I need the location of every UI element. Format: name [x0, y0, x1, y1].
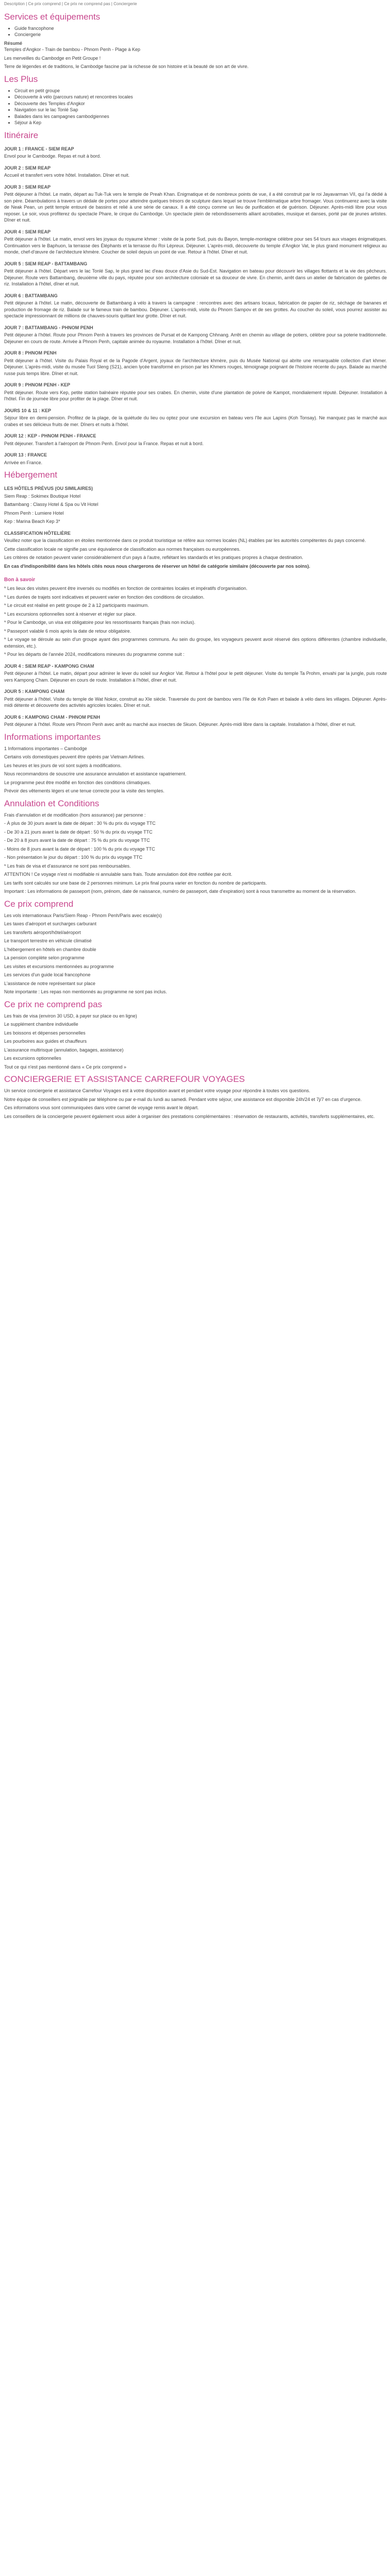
- day-label: JOURS 10 & 11 : KEP: [4, 408, 52, 413]
- resume-line: Terre de légendes et de traditions, le Cambodge fascine par la richesse de son histoire et la beauté de son art de vivre.: [4, 64, 249, 69]
- info-line: Certains vols domestiques peuvent être opérés par Vietnam Airlines.: [4, 754, 145, 759]
- list-item: Les transferts aéroport/hôtel/aéroport: [4, 929, 81, 935]
- note-text: * Le circuit est réalisé en petit groupe de 2 à 12 participants maximum.: [4, 603, 149, 608]
- list-item: • Découverte des Temples d'Angkor: [14, 100, 387, 107]
- annulation-line: - De 20 à 8 jours avant la date de départ : 75 % du prix du voyage TTC: [4, 838, 150, 843]
- list-item: Les services d'un guide local francophone: [4, 972, 91, 977]
- info-line: 1 Informations importantes – Cambodge: [4, 745, 87, 751]
- day-label: JOUR 1 : FRANCE - SIEM REAP: [4, 146, 74, 151]
- list-item: Le supplément chambre individuelle: [4, 1022, 78, 1027]
- day-text: Séjour libre en demi-pension. Profitez de la plage, de la quiétude du lieu ou optez pour une excursion en bateau vers l'île aux Lapins (Koh Tonsay). Ne manquez pas le marché aux crabes et ses délicieux fruits de mer. Dîners et nuits à l'hôtel.: [4, 415, 387, 427]
- annulation-text: Important : Les informations de passeport (nom, prénom, date de naissance, numéro de passeport, date d'expiration) sont à nous transmettre au moment de la réservation.: [4, 889, 356, 894]
- note-text: * Passeport valable 6 mois après la date de retour obligatoire.: [4, 628, 132, 634]
- hotels-label: LES HÔTELS PRÉVUS (OU SIMILAIRES): [4, 486, 93, 491]
- resume-line: Les merveilles du Cambodge en Petit Groupe !: [4, 55, 101, 61]
- itinerary: [4, 146, 387, 466]
- classification-text: Cette classification locale ne signifie pas une équivalence de classification aux normes françaises ou européennes.: [4, 546, 241, 552]
- day-label: JOUR 5 : KAMPONG CHAM: [4, 689, 65, 694]
- concierge-text: Un service conciergerie et assistance Carrefour Voyages est à votre disposition avant et pendant votre voyage pour répondre à toutes vos questions.: [4, 1088, 311, 1093]
- annulation-line: - De 30 à 21 jours avant la date de départ : 50 % du prix du voyage TTC: [4, 829, 153, 835]
- plus-list: [4, 88, 387, 126]
- day-label: JOUR 2 : SIEM REAP: [4, 165, 51, 171]
- list-item: Les visites et excursions mentionnées au programme: [4, 963, 114, 969]
- classification-label: CLASSIFICATION HÔTELIÈRE: [4, 530, 71, 536]
- list-item: • Circuit en petit groupe: [14, 88, 387, 94]
- bon-a-savoir-title: Bon à savoir: [4, 577, 36, 583]
- day-label: JOUR 8 : PHNOM PENH: [4, 350, 57, 355]
- day-text: Petit déjeuner à l'hôtel. Départ vers le lac Tonlé Sap, le plus grand lac d'eau douce d'Asie du Sud-Est. Navigation en bateau pour découvrir les villages flottants et la vie des pêcheurs. Déjeuner. Route vers Battambang, deuxième ville du pays, réputée pour son architecture coloniale et sa douceur de vivre. En chemin, arrêt dans un atelier de fabrication de galettes de riz. Installation à l'hôtel, dîner et nuit.: [4, 268, 387, 286]
- day-text: Petit déjeuner à l'hôtel. Visite du temple de Wat Nokor, construit au XIe siècle. Traversée du pont de bambou vers l'île de Koh Paen et balade à vélo dans les villages. Déjeuner. Après-midi détente et découverte des activités agricoles locales. Dîner et nuit.: [4, 696, 387, 708]
- day-text: Petit déjeuner à l'hôtel. Route vers Phnom Penh avec arrêt au marché aux insectes de Skuon. Déjeuner. Après-midi libre dans la capitale. Installation à l'hôtel, dîner et nuit.: [4, 722, 356, 727]
- day-label: JOUR 12 : KEP - PHNOM PENH - FRANCE: [4, 433, 96, 438]
- breadcrumb: Description | Ce prix comprend | Ce prix ne comprend pas | Conciergerie: [4, 2, 137, 6]
- page: [0, 0, 391, 1120]
- classification-text: Les critères de notation peuvent varier considérablement d'un pays à l'autre, reflétant les standards et les pratiques propres à chaque destination.: [4, 555, 303, 560]
- day-label: JOUR 4 : SIEM REAP: [4, 229, 51, 234]
- day-text: Petit déjeuner à l'hôtel. Le matin, envol vers les joyaux du royaume khmer : visite de la porte Sud, puis du Bayon, temple-montagne célèbre pour ses 54 tours aux visages énigmatiques. Continuation vers le Baphuon, la terrasse des Éléphants et la terrasse du Roi Lépreux. Déjeuner. L'après-midi, découverte du temple d'Angkor Vat, le plus grand monument religieux au monde, chef-d'œuvre de l'architecture khmère. Coucher de soleil depuis un point de vue. Retour à l'hôtel. Dîner et nuit.: [4, 236, 387, 255]
- list-item: Les taxes d'aéroport et surcharges carburant: [4, 921, 96, 926]
- list-item: L'assistance de notre représentant sur place: [4, 980, 95, 986]
- day-text: Petit déjeuner à l'hôtel. Le matin, départ pour admirer le lever du soleil sur Angkor Vat. Retour à l'hôtel pour le petit déjeuner. Visite du temple Ta Prohm, envahi par la jungle, puis route vers Kampong Cham. Déjeuner en cours de route. Installation à l'hôtel, dîner et nuit.: [4, 671, 387, 683]
- day-label: JOUR 13 : FRANCE: [4, 452, 47, 457]
- note-text: * Les excursions optionnelles sont à réserver et régler sur place.: [4, 611, 137, 617]
- day-label: JOUR 6 : BATTAMBANG: [4, 293, 58, 298]
- annulation-line: - Non présentation le jour du départ : 100 % du prix du voyage TTC: [4, 855, 142, 860]
- concierge-title: CONCIERGERIE ET ASSISTANCE CARREFOUR VOYAGES: [4, 1074, 245, 1084]
- day-text: Petit déjeuner à l'hôtel. Le matin, découverte de Battambang à vélo à travers la campagne : rencontres avec des artisans locaux, fabrication de papier de riz, séchage de bananes et production de fromage de riz. Balade sur le fameux train de bambou. Déjeuner. L'après-midi, visite du Phnom Sampov et de ses grottes. Au coucher du soleil, vous pourrez assister au spectacle impressionnant de millions de chauves-souris quittant leur grotte. Dîner et nuit.: [4, 300, 387, 318]
- list-item: Les pourboires aux guides et chauffeurs: [4, 1039, 87, 1044]
- hotel-line: Siem Reap : Sokimex Boutique Hotel: [4, 493, 81, 499]
- alt-itinerary: [4, 663, 387, 728]
- services-title: Services et équipements: [4, 11, 101, 22]
- note-text: * Les lieux des visites peuvent être inversés ou modifiés en fonction de contraintes locales et impératifs d'organisation.: [4, 586, 248, 591]
- day-text: Arrivée en France.: [4, 460, 43, 465]
- day-text: Envol pour le Cambodge. Repas et nuit à bord.: [4, 154, 101, 159]
- day-text: Petit déjeuner à l'hôtel. Route pour Phnom Penh à travers les provinces de Pursat et de Kampong Chhnang. Arrêt en chemin au village de potiers, célèbre pour sa poterie traditionnelle. Déjeuner en cours de route. Arrivée à Phnom Penh, capitale animée du royaume. Installation à l'hôtel. Dîner et nuit.: [4, 332, 387, 344]
- list-item: Les boissons et dépenses personnelles: [4, 1030, 86, 1036]
- concierge-text: Ces informations vous sont communiquées dans votre carnet de voyage remis avant le départ.: [4, 1105, 199, 1110]
- day-text: Petit déjeuner. Route vers Kep, petite station balnéaire réputée pour ses crabes. En chemin, visite d'une plantation de poivre de Kampot, mondialement réputé. Déjeuner. Installation à l'hôtel. Fin de journée libre pour profiter de la plage. Dîner et nuit.: [4, 389, 387, 401]
- list-item: Les frais de visa (environ 30 USD, à payer sur place ou en ligne): [4, 1013, 137, 1019]
- hotel-line: Kep : Marina Beach Kep 3*: [4, 519, 60, 524]
- day-text: Accueil et transfert vers votre hôtel. Installation. Dîner et nuit.: [4, 173, 130, 178]
- annulation-line: - À plus de 30 jours avant la date de départ : 30 % du prix du voyage TTC: [4, 821, 156, 826]
- day-label: JOUR 6 : KAMPONG CHAM - PHNOM PENH: [4, 714, 101, 720]
- list-item: La pension complète selon programme: [4, 955, 85, 960]
- annulation-intro: Frais d'annulation et de modification (hors assurance) par personne :: [4, 812, 146, 818]
- price-excludes-title: Ce prix ne comprend pas: [4, 999, 102, 1009]
- list-item: L'assurance multirisque (annulation, bagages, assistance): [4, 1047, 124, 1053]
- list-item: • Balades dans les campagnes cambodgiennes: [14, 113, 387, 120]
- price-includes-title: Ce prix comprend: [4, 899, 74, 909]
- dates-note: * Pour les départs de l'année 2024, modifications mineures du programme comme suit :: [4, 652, 185, 657]
- day-label: JOUR 7 : BATTAMBANG - PHNOM PENH: [4, 325, 93, 330]
- list-item: Les excursions optionnelles: [4, 1056, 61, 1061]
- day-label: JOUR 3 : SIEM REAP: [4, 184, 51, 190]
- concierge-text: Les conseillers de la conciergerie peuvent également vous aider à organiser des prestations complémentaires : réservation de restaurants, activités, transferts supplémentaires, etc.: [4, 1113, 375, 1119]
- info-line: Prévoir des vêtements légers et une tenue correcte pour la visite des temples.: [4, 788, 165, 793]
- note-text: * Les durées de trajets sont indicatives et peuvent varier en fonction des conditions de circulation.: [4, 594, 205, 600]
- list-item: L'hébergement en hôtels en chambre double: [4, 946, 96, 952]
- list-item: • Guide francophone: [14, 25, 387, 32]
- day-text: Petit déjeuner à l'hôtel. Visite du Palais Royal et de la Pagode d'Argent, joyaux de l'architecture khmère, puis du Musée National qui abrite une remarquable collection d'art khmer. Déjeuner. L'après-midi, visite du musée Tuol Sleng (S21), ancien lycée transformé en prison par les Khmers rouges, témoignage poignant de l'histoire récente du pays. Balade au marché russe puis temps libre. Dîner et nuit.: [4, 358, 387, 376]
- info-title: Informations importantes: [4, 732, 101, 742]
- day-label: JOUR 5 : SIEM REAP - BATTAMBANG: [4, 261, 88, 266]
- list-item: • Navigation sur le lac Tonlé Sap: [14, 107, 387, 113]
- list-item: Les vols internationaux Paris/Siem Reap - Phnom Penh/Paris avec escale(s): [4, 912, 162, 918]
- concierge-text: Notre équipe de conseillers est joignable par téléphone ou par e-mail du lundi au samedi. Pendant votre séjour, une assistance est disponible 24h/24 et 7j/7 en cas d'urgence.: [4, 1096, 362, 1102]
- classification-text: Veuillez noter que la classification en étoiles mentionnée dans ce produit touristique se réfère aux normes locales (NL) établies par les autorités compétentes du pays concerné.: [4, 538, 366, 543]
- annulation-text: ATTENTION ! Ce voyage n'est ni modifiable ni annulable sans frais. Toute annulation doit être notifiée par écrit.: [4, 872, 233, 877]
- resume-line: Temples d'Angkor - Train de bambou - Phnom Penh - Plage à Kep: [4, 47, 140, 52]
- annulation-title: Annulation et Conditions: [4, 798, 100, 808]
- day-label: JOUR 4 : SIEM REAP - KAMPONG CHAM: [4, 663, 94, 669]
- info-line: Les heures et les jours de vol sont sujets à modifications.: [4, 762, 122, 768]
- annulation-note: * Les frais de visa et d'assurance ne sont pas remboursables.: [4, 863, 131, 869]
- list-item: Le transport terrestre en véhicule climatisé: [4, 938, 92, 943]
- hotel-line: Battambang : Classy Hotel & Spa ou Vit Hotel: [4, 502, 99, 507]
- itinerary-title: Itinéraire: [4, 130, 39, 140]
- plus-title: Les Plus: [4, 74, 38, 84]
- hotels-title: Hébergement: [4, 470, 58, 480]
- note-text: * Pour le Cambodge, un visa est obligatoire pour les ressortissants français (frais non inclus).: [4, 620, 196, 625]
- price-includes-note: Note importante : Les repas non mentionnés au programme ne sont pas inclus.: [4, 989, 167, 994]
- note-text: * Le voyage se déroule au sein d'un groupe ayant des programmes communs. Au sein du groupe, les voyageurs peuvent avoir réservé des options différentes (chambre individuelle, extension, etc.).: [4, 637, 387, 649]
- classification-text: En cas d'indisponibilité dans les hôtels cités nous nous chargerons de réserver un hôtel de catégorie similaire (découverte par nos soins).: [4, 563, 311, 569]
- info-line: Nous recommandons de souscrire une assurance annulation et assistance rapatriement.: [4, 771, 187, 776]
- annulation-text: Les tarifs sont calculés sur une base de 2 personnes minimum. Le prix final pourra varier en fonction du nombre de participants.: [4, 880, 267, 886]
- day-text: Petit déjeuner. Transfert à l'aéroport de Phnom Penh. Envol pour la France. Repas et nuit à bord.: [4, 440, 204, 446]
- day-label: JOUR 9 : PHNOM PENH - KEP: [4, 382, 71, 387]
- list-item: • Conciergerie: [14, 31, 387, 38]
- services-list: [4, 25, 387, 38]
- hotel-line: Phnom Penh : Lumiere Hotel: [4, 510, 64, 516]
- list-item: Tout ce qui n'est pas mentionné dans « Ce prix comprend »: [4, 1064, 126, 1070]
- list-item: • Découverte à vélo (parcours nature) et rencontres locales: [14, 94, 387, 100]
- annulation-line: - Moins de 8 jours avant la date de départ : 100 % du prix du voyage TTC: [4, 846, 155, 852]
- resume-label: Résumé: [4, 40, 23, 46]
- info-line: Le programme peut être modifié en fonction des conditions climatiques.: [4, 779, 151, 785]
- list-item: • Séjour à Kep: [14, 120, 387, 126]
- day-text: Petit déjeuner à l'hôtel. Le matin, départ au Tuk-Tuk vers le temple de Preah Khan. Enigmatique et de nombreux points de vue, il a été construit par le roi Jayavarman VII, qui l'a dédié à son père. Déambulations à travers un dédale de portes pour atteindre quelques trésors de sculpture dans lequel se trouve l'emblématique arbre fromager. Vous continuerez avec la visite de Neak Pean, un petit temple entouré de bassins et relié à une série de canaux. Il a été conçu comme un lieu de purification et de guérison. Déjeuner. Après-midi libre pour vous reposer. Le soir, vous profiterez du spectacle Phare, le cirque du Cambodge. Un spectacle plein de rebondissements alliant acrobaties, musique et danses, porté par de jeunes artistes. Dîner et nuit.: [4, 192, 387, 223]
